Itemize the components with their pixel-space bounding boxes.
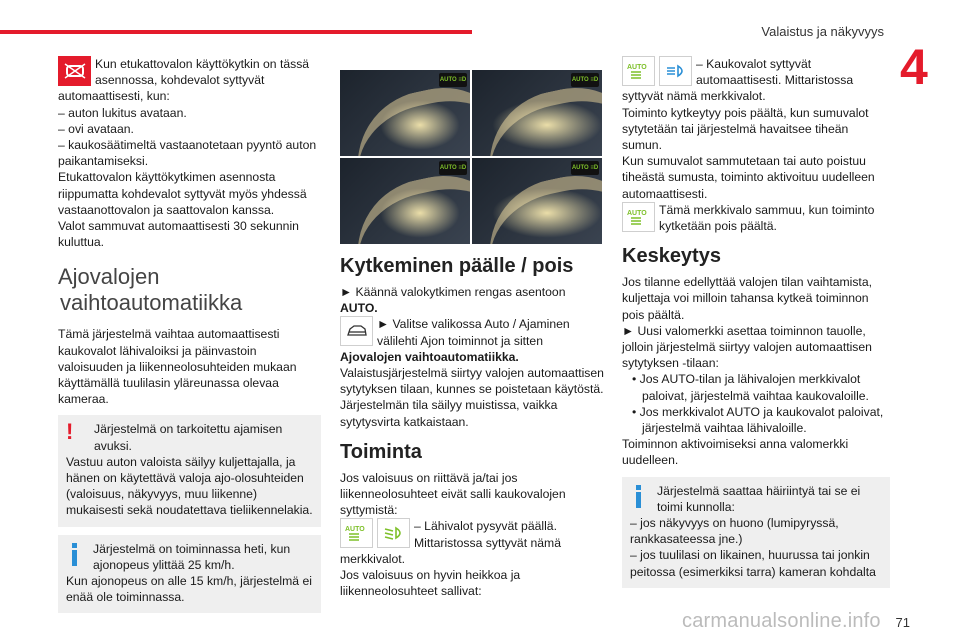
text-line: – auton lukitus avataan. [58,105,187,120]
courtesy-light-icon [58,56,91,86]
text-line: valoisuuden ja liikenneolosuhteiden mukaan [58,359,297,374]
high-beam-icon [659,56,692,86]
text-line: kytketään pois päältä. [659,219,777,234]
auto-indicator-icon [340,518,373,548]
text-line: riippumatta kohdevalot syttyvät myös yhdessä [58,186,307,201]
watermark: carmanualsonline.info [682,610,881,632]
heading-line: vaihtoautomatiikka [60,290,243,316]
road-illustration [472,158,602,244]
section-heading: Toiminta [340,440,422,463]
intro-paragraph [58,88,321,250]
text-line: – Kaukovalot syttyvät [696,57,812,71]
indicator-icon-row [622,56,890,88]
text-line: ► Valitse valikossa Auto / Ajaminen [377,317,570,332]
text-line: Järjestelmä saattaa häiriintyä tai se ei [657,483,861,498]
text-line: automaattisesti, kun: [58,89,170,104]
text-line: jolloin järjestelmä siirtyy valojen automaattisen [622,340,872,355]
text-line: liikenneolosuhteet eivät salli kaukovalojen [340,487,566,502]
text-line: ajonopeus ylittää 25 km/h. [93,557,235,572]
indicator-icon-row [622,202,890,234]
text-line: Vastuu auton valoista säilyy kuljettajalla, ja [66,454,296,469]
auto-indicator-icon [622,202,655,232]
road-illustration [472,70,602,156]
text-line: (valoisuus, näkyvyys, muu liikenne) [66,487,258,502]
text-line: Ajovalojen vaihtoautomatiikka. [340,349,519,364]
text-line: peitossa (esimerkiksi tarra) kameran kohdalta [630,564,876,579]
text-line: ► Käännä valokytkimen rengas asentoon [340,285,566,299]
column-1 [58,56,321,621]
text-line: Järjestelmä on toiminnassa heti, kun [93,541,291,556]
text-line: – ovi avataan. [58,121,134,136]
heading-line: Ajovalojen [58,264,160,290]
bullet-item: • Jos AUTO-tilan ja lähivalojen merkkivalot [632,372,861,387]
warning-note [58,415,321,526]
text-line: Jos valoisuus on riittävä ja/tai jos [340,470,518,485]
svg-text:AUTO: AUTO [626,64,647,71]
text-line: Tämä merkkivalo sammuu, kun toiminto [659,202,875,217]
text-line: Jos valoisuus on hyvin heikkoa ja [340,568,521,583]
road-illustration [340,158,470,244]
text-line: – Lähivalot pysyvät päällä. [414,519,557,534]
illustration-grid [340,70,605,244]
text-line: tiheästä sumusta, toiminto aktivoituu uudelleen [622,170,875,185]
text-line: toimi kunnolla: [657,499,735,514]
text-line: Etukattovalon käyttökytkimen asennosta [58,170,276,185]
text-line: – jos näkyvyys on huono (lumipyryssä, [630,516,839,531]
column-2 [340,70,605,599]
page-number: 71 [895,615,910,630]
text-line: järjestelmä vaihtaa lähivaloille. [642,421,807,436]
section-paragraph [58,326,321,407]
chapter-number: 4 [900,39,928,95]
text-line: kameraa. [58,392,109,407]
auto-indicator-icon [622,56,655,86]
text-line: – jos tuulilasi on likainen, huurussa tai jonkin [630,548,870,563]
car-menu-icon [340,316,373,346]
auto-badge-icon: AUTO ≡D [571,73,599,87]
text-line: kaukovalot lähivaloiksi ja päinvastoin [58,343,257,358]
text-line: Järjestelmä on tarkoitettu ajamisen [94,422,283,437]
warning-icon: ! [66,419,74,445]
text-line: Toiminnon aktivoimiseksi anna valomerkki [622,437,849,452]
text-line: enää ole toiminnassa. [66,590,185,605]
text-line: Valaistusjärjestelmä siirtyy valojen automaattisen [340,366,604,381]
text-line: ► Uusi valomerkki asettaa toiminnon tauolle, [622,323,866,338]
text-line: sytytyksen -tilaan: [622,356,719,371]
menu-icon-row [340,316,605,348]
road-illustration [340,70,470,156]
text-line: merkkivalot. [340,551,406,566]
section-heading: Keskeytys [622,245,721,268]
text-line: uudelleen. [622,453,679,468]
text-line: sytytyksen tilaan, kunnes se poistetaan käytöstä. [340,382,604,397]
text-line: kuluttua. [58,235,105,250]
text-line: automaattisesti. [622,186,708,201]
text-line: AUTO. [340,301,378,316]
text-line: Valot sammuvat automaattisesti 30 sekunnin [58,219,299,234]
text-line: – kaukosäätimeltä vastaanotetaan pyyntö auton [58,138,317,153]
text-line: Jos tilanne edellyttää valojen tilan vaihtamista, [622,275,872,290]
text-line: pois päältä. [622,307,685,322]
auto-badge-icon: AUTO ≡D [439,161,467,175]
text-line: välilehti Ajon toiminnot ja sitten [377,333,543,348]
text-line: hänen on käytettävä valoja ajo-olosuhteiden [66,471,304,486]
text-line: automaattisesti. Mittaristossa [696,73,854,88]
text-line: syttyvät nämä merkkivalot. [622,89,766,104]
section-heading: Kytkeminen päälle / pois [340,255,574,277]
info-icon [72,543,77,573]
text-line: vastaanottovalon ja saattovalon kanssa. [58,202,275,217]
info-note [622,477,890,588]
text-line: Mittaristossa syttyvät nämä [414,535,561,550]
running-header: Valaistus ja näkyvyys [761,24,884,39]
text-line: rankkasateessa jne.) [630,532,743,547]
info-note [58,535,321,614]
text-line: Järjestelmän tila säilyy muistissa, vaikka [340,398,558,413]
svg-text:AUTO: AUTO [344,526,365,534]
auto-badge-icon: AUTO ≡D [571,161,599,175]
text-line: Toiminto kytkeytyy pois päältä, kun sumuvalot [622,105,869,120]
text-line: sytytysvirta katkaistaan. [340,414,469,429]
text-line: sumun. [622,138,662,153]
column-3 [622,56,890,596]
text-line: avuksi. [94,438,132,453]
low-beam-icon [377,518,410,548]
text-line: käyttämällä tuulilasin yläreunassa olevaa [58,376,279,391]
section-heading [58,264,321,316]
text-line: kuljettaja voi milloin tahansa kytkeä toiminnon [622,291,869,306]
intro-icon-row [58,56,321,88]
text-line: sytytetään tai järjestelmä havaitsee tiheän [622,121,849,136]
text-line: paloivat, järjestelmä vaihtaa kaukovaloille. [642,388,869,403]
bullet-item: • Jos merkkivalot AUTO ja kaukovalot paloivat, [632,404,884,419]
chapter-bar [0,30,472,34]
info-icon [636,485,641,515]
text-line: Kun sumuvalot sammutetaan tai auto poistuu [622,154,866,169]
text-line: Kun etukattovalon käyttökytkin on tässä [95,57,310,71]
text-line: syttymistä: [340,503,398,518]
text-line: mukaisesti sekä noudatettava tieliikennelakia. [66,503,313,518]
auto-badge-icon: AUTO ≡D [439,73,467,87]
indicator-icon-row [340,518,605,550]
text-line: liikenneolosuhteet sallivat: [340,584,482,599]
text-line: paikantamiseksi. [58,154,149,169]
svg-text:AUTO: AUTO [626,209,647,217]
text-line: asennossa, kohdevalot syttyvät [95,73,265,88]
text-line: Kun ajonopeus on alle 15 km/h, järjestelmä ei [66,574,312,589]
text-line: Tämä järjestelmä vaihtaa automaattisesti [58,327,280,342]
